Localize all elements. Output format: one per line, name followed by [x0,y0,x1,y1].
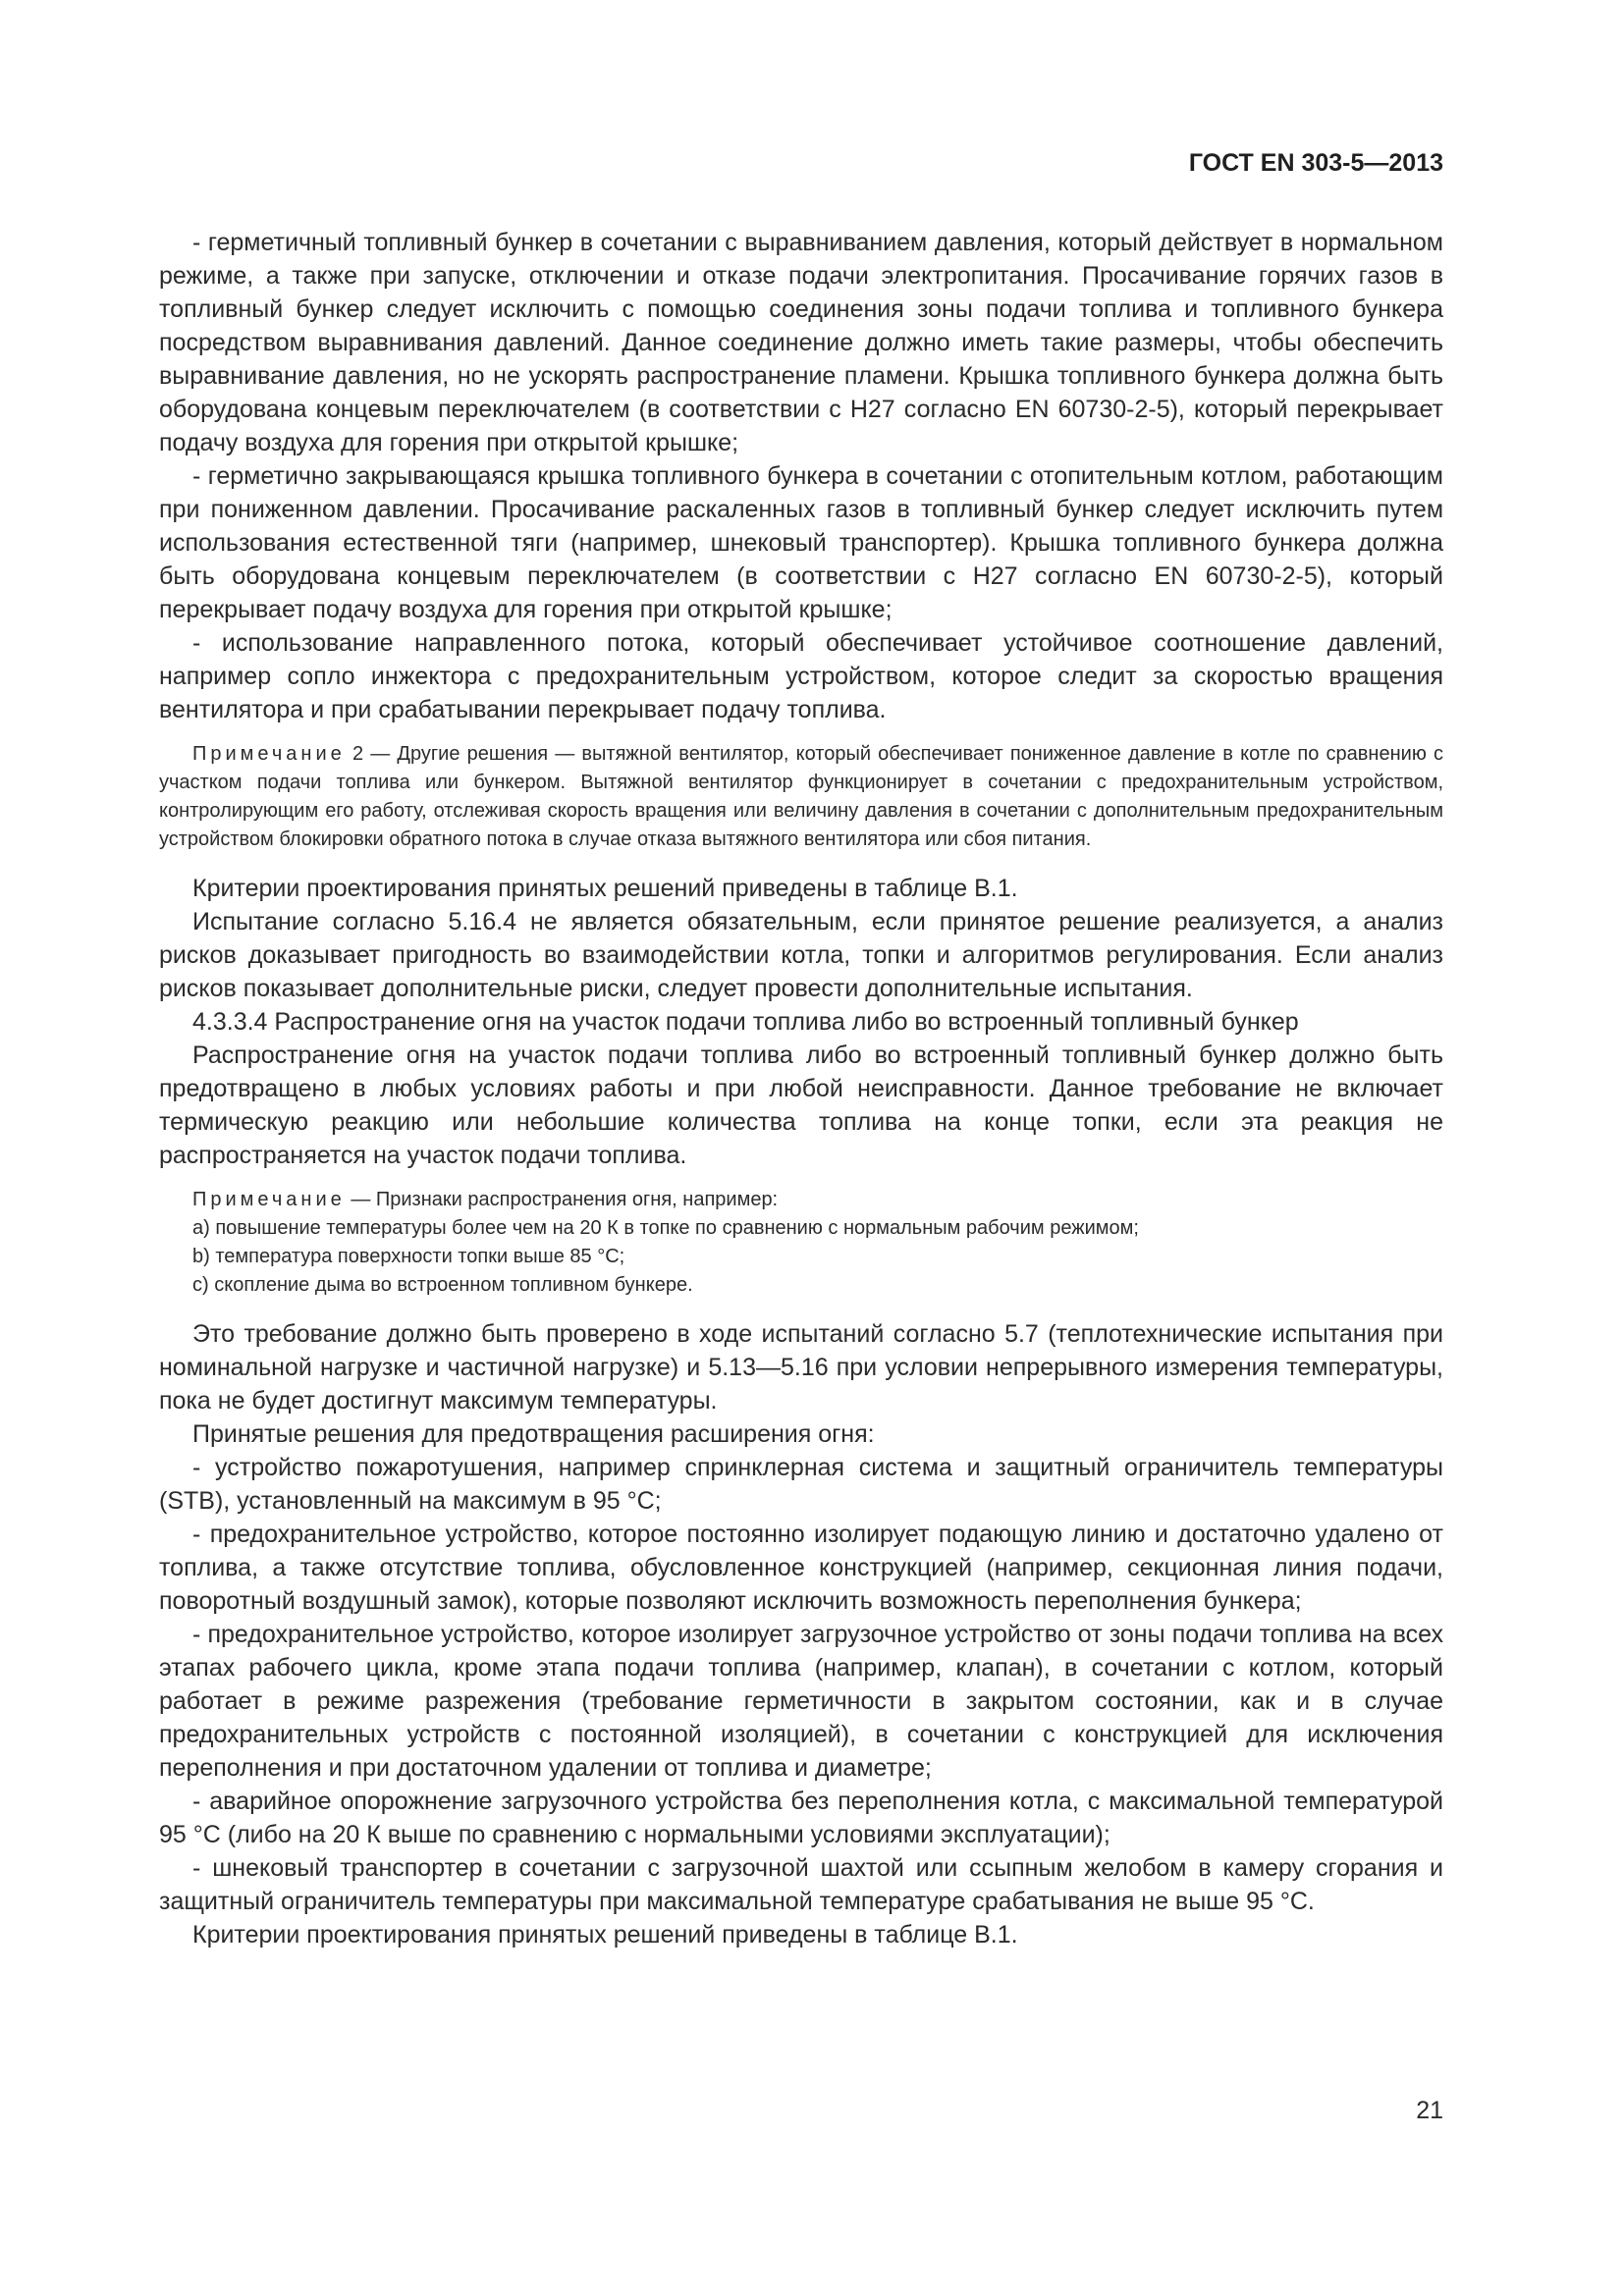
paragraph-safety-device-2: - предохранительное устройство, которое изолирует загрузочное устройство от зоны подачи топлива на всех этапах рабочего цикла, кроме этапа подачи топлива (например, клапан), в сочетании с котлом, который работает в режиме разрежения (требование герметичности в закрытом состоянии, как и в случае предохранительных устройств с постоянной изоляцией), в сочетании с конструкцией для исключения переполнения и при достаточном удалении от топлива и диаметре; [159,1621,1443,1782]
page-number: 21 [1416,2097,1443,2124]
paragraph-sealed-hopper: - герметичный топливный бункер в сочетании с выравниванием давления, который действует в нормальном режиме, а также при запуске, отключении и отказе подачи электропитания. Просачивание горячих газов в топливный бункер следует исключить с помощью соединения зоны подачи топлива и топливного бункера посредством выравнивания давлений. Данное соединение должно иметь такие размеры, чтобы обеспечить выравнивание давления, но не ускорять распространение пламени. Крышка топливного бункера должна быть оборудована концевым переключателем (в соответствии с Н27 согласно EN 60730-2-5), который перекрывает подачу воздуха для горения при открытой крышке; [159,229,1443,456]
paragraph-emergency-emptying: - аварийное опорожнение загрузочного устройства без переполнения котла, с максимальной температурой 95 °С (либо на 20 К выше по сравнению с нормальными условиями эксплуатации); [159,1788,1443,1848]
note-2 [159,740,1443,854]
paragraph-screw-conveyor: - шнековый транспортер в сочетании с загрузочной шахтой или ссыпным желобом в камеру сгорания и защитный ограничитель температуры при максимальной температуре срабатывания не выше 95 °С. [159,1854,1443,1915]
paragraph-criteria-1: Критерии проектирования принятых решений приведены в таблице В.1. [192,875,1018,902]
note-item-c: с) скопление дыма во встроенном топливном бункере. [192,1274,693,1296]
paragraph-fire-extinguisher: - устройство пожаротушения, например спринклерная система и защитный ограничитель температуры (STB), установленный на максимум в 95 °С; [159,1454,1443,1515]
note-item-a: а) повышение температуры более чем на 20 К в топке по сравнению с нормальным рабочим режимом; [192,1217,1139,1239]
paragraph-verification: Это требование должно быть проверено в ходе испытаний согласно 5.7 (теплотехнические испытания при номинальной нагрузке и частичной нагрузке) и 5.13—5.16 при условии непрерывного измерения температуры, пока не будет достигнут максимум температуры. [159,1320,1443,1415]
note-signs-label: Примечание [192,1189,346,1210]
paragraph-sealed-lid: - герметично закрывающаяся крышка топливного бункера в сочетании с отопительным котлом, работающим при пониженном давлении. Просачивание раскаленных газов в топливный бункер следует исключить путем использования естественной тяги (например, шнековый транспортер). Крышка топливного бункера должна быть оборудована концевым переключателем (в соответствии с Н27 согласно EN 60730-2-5), который перекрывает подачу воздуха для горения при открытой крышке; [159,462,1443,623]
note-item-b: b) температура поверхности топки выше 85 °С; [192,1246,625,1267]
paragraph-test-516: Испытание согласно 5.16.4 не является обязательным, если принятое решение реализуется, а анализ рисков доказывает пригодность во взаимодействии котла, топки и алгоритмов регулирования. Если анализ рисков показывает дополнительные риски, следует провести дополнительные испытания. [159,908,1443,1002]
note-2-text: 2 — Другие решения — вытяжной вентилятор, который обеспечивает пониженное давление в котле по сравнению с участком подачи топлива или бункером. Вытяжной вентилятор функционирует в сочетании с предохранительным устройством, контролирующим его работу, отслеживая скорость вращения или величину давления в сочетании с дополнительным предохранительным устройством блокировки обратного потока в случае отказа вытяжного вентилятора или сбоя питания. [159,743,1443,850]
note-signs [159,1186,1443,1214]
paragraph-fire-spread: Распространение огня на участок подачи топлива либо во встроенный топливный бункер должно быть предотвращено в любых условиях работы и при любой неисправности. Данное требование не включает термическую реакцию или небольшие количества топлива на конце топки, если эта реакция не распространяется на участок подачи топлива. [159,1041,1443,1169]
document-body [159,226,1443,1951]
document-standard-id: ГОСТ EN 303-5—2013 [1188,149,1443,177]
paragraph-solutions-intro: Принятые решения для предотвращения расширения огня: [192,1420,875,1448]
paragraph-criteria-2: Критерии проектирования принятых решений приведены в таблице В.1. [192,1921,1018,1949]
note-2-label: Примечание [192,743,346,765]
note-signs-text: — Признаки распространения огня, например: [345,1189,779,1210]
section-heading-4334: 4.3.3.4 Распространение огня на участок подачи топлива либо во встроенный топливный бункер [192,1008,1299,1036]
paragraph-directed-flow: - использование направленного потока, который обеспечивает устойчивое соотношение давлений, например сопло инжектора с предохранительным устройством, которое следит за скоростью вращения вентилятора и при срабатывании перекрывает подачу топлива. [159,629,1443,723]
paragraph-safety-device-1: - предохранительное устройство, которое постоянно изолирует подающую линию и достаточно удалено от топлива, а также отсутствие топлива, обусловленное конструкцией (например, секционная линия подачи, поворотный воздушный замок), которые позволяют исключить возможность переполнения бункера; [159,1521,1443,1615]
